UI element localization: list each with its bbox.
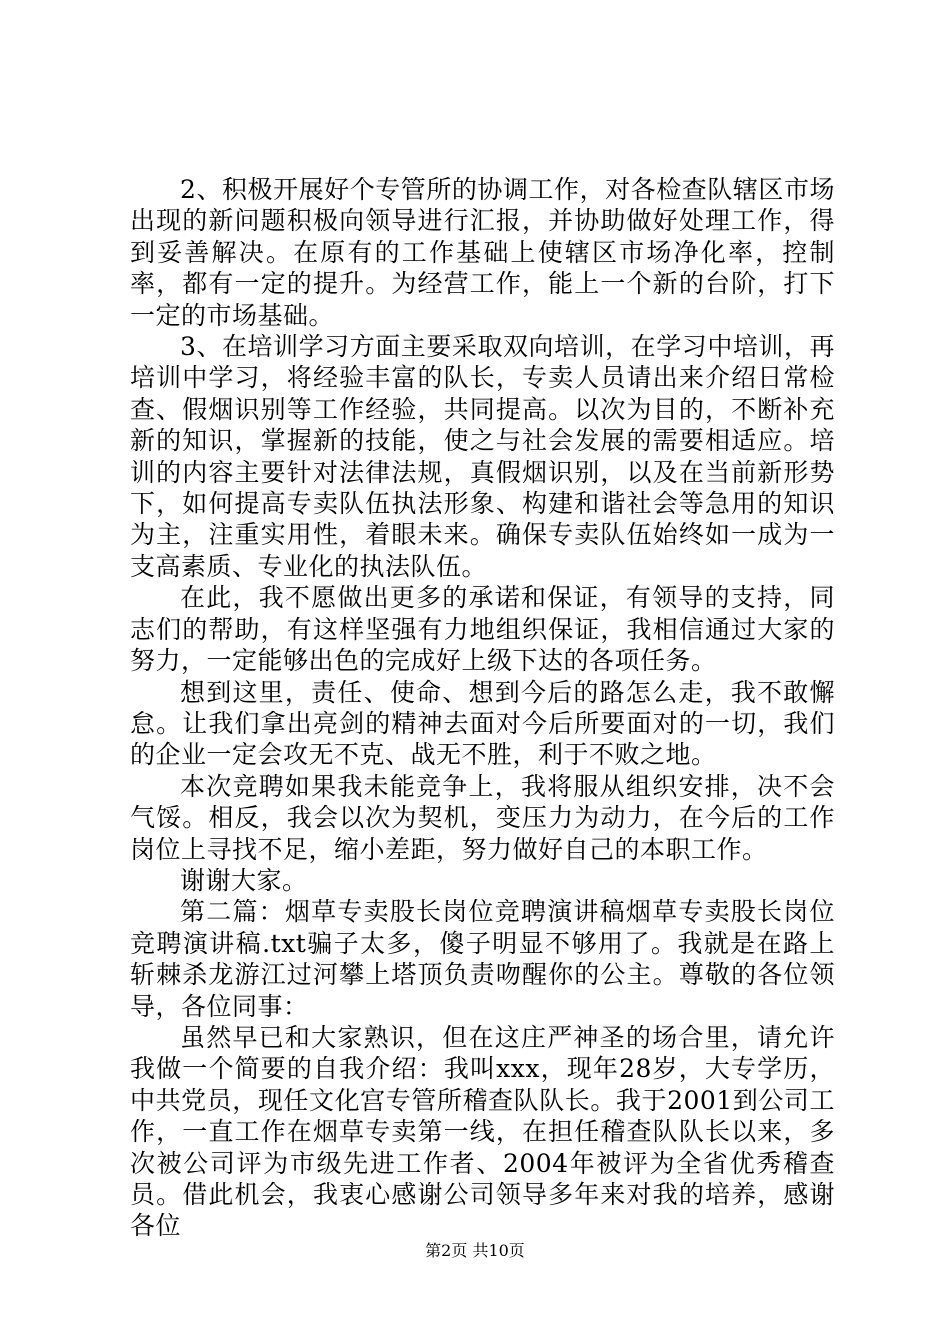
paragraph: 3、在培训学习方面主要采取双向培训，在学习中培训，再培训中学习，将经验丰富的队长，专卖人员请出来介绍日常检查、假烟识别等工作经验，共同提高。以次为目的，不断补充新的知识，掌握新的技能，使之与社会发展的需要相适应。培训的内容主要针对法律法规，真假烟识别，以及在当前新形势下，如何提高专卖队伍执法形象、构建和谐社会等急用的知识为主，注重实用性，着眼未来。确保专卖队伍始终如一成为一支高素质、专业化的执法队伍。 [130, 332, 835, 581]
paragraph: 谢谢大家。 [180, 865, 308, 895]
paragraph: 2、积极开展好个专管所的协调工作，对各检查队辖区市场出现的新问题积极向领导进行汇报，并协助做好处理工作，得到妥善解决。在原有的工作基础上使辖区市场净化率，控制率，都有一定的提升。为经营工作，能上一个新的台阶，打下一定的市场基础。 [130, 175, 835, 330]
paragraph: 本次竞聘如果我未能竞争上，我将服从组织安排，决不会气馁。相反，我会以次为契机，变压力为动力，在今后的工作岗位上寻找不足，缩小差距，努力做好自己的本职工作。 [130, 771, 835, 864]
paragraph: 想到这里，责任、使命、想到今后的路怎么走，我不敢懈怠。让我们拿出亮剑的精神去面对今后所要面对的一切，我们的企业一定会攻无不克、战无不胜，利于不败之地。 [130, 677, 835, 770]
paragraph: 在此，我不愿做出更多的承诺和保证，有领导的支持，同志们的帮助，有这样坚强有力地组织保证，我相信通过大家的努力，一定能够出色的完成好上级下达的各项任务。 [130, 583, 835, 676]
page-number-footer: 第2页 共10页 [425, 1241, 525, 1260]
document-body [130, 174, 835, 1242]
paragraph: 虽然早已和大家熟识，但在这庄严神圣的场合里，请允许我做一个简要的自我介绍：我叫xxx，现年28岁，大专学历，中共党员，现任文化宫专管所稽查队队长。我于2001到公司工作，一直工作在烟草专卖第一线，在担任稽查队队长以来，多次被公司评为市级先进工作者、2004年被评为全省优秀稽查员。借此机会，我衷心感谢公司领导多年来对我的培养，感谢各位 [130, 1022, 835, 1241]
paragraph: 第二篇：烟草专卖股长岗位竞聘演讲稿烟草专卖股长岗位竞聘演讲稿.txt骗子太多，傻子明显不够用了。我就是在路上斩棘杀龙游江过河攀上塔顶负责吻醒你的公主。尊敬的各位领导，各位同事： [130, 897, 835, 1021]
